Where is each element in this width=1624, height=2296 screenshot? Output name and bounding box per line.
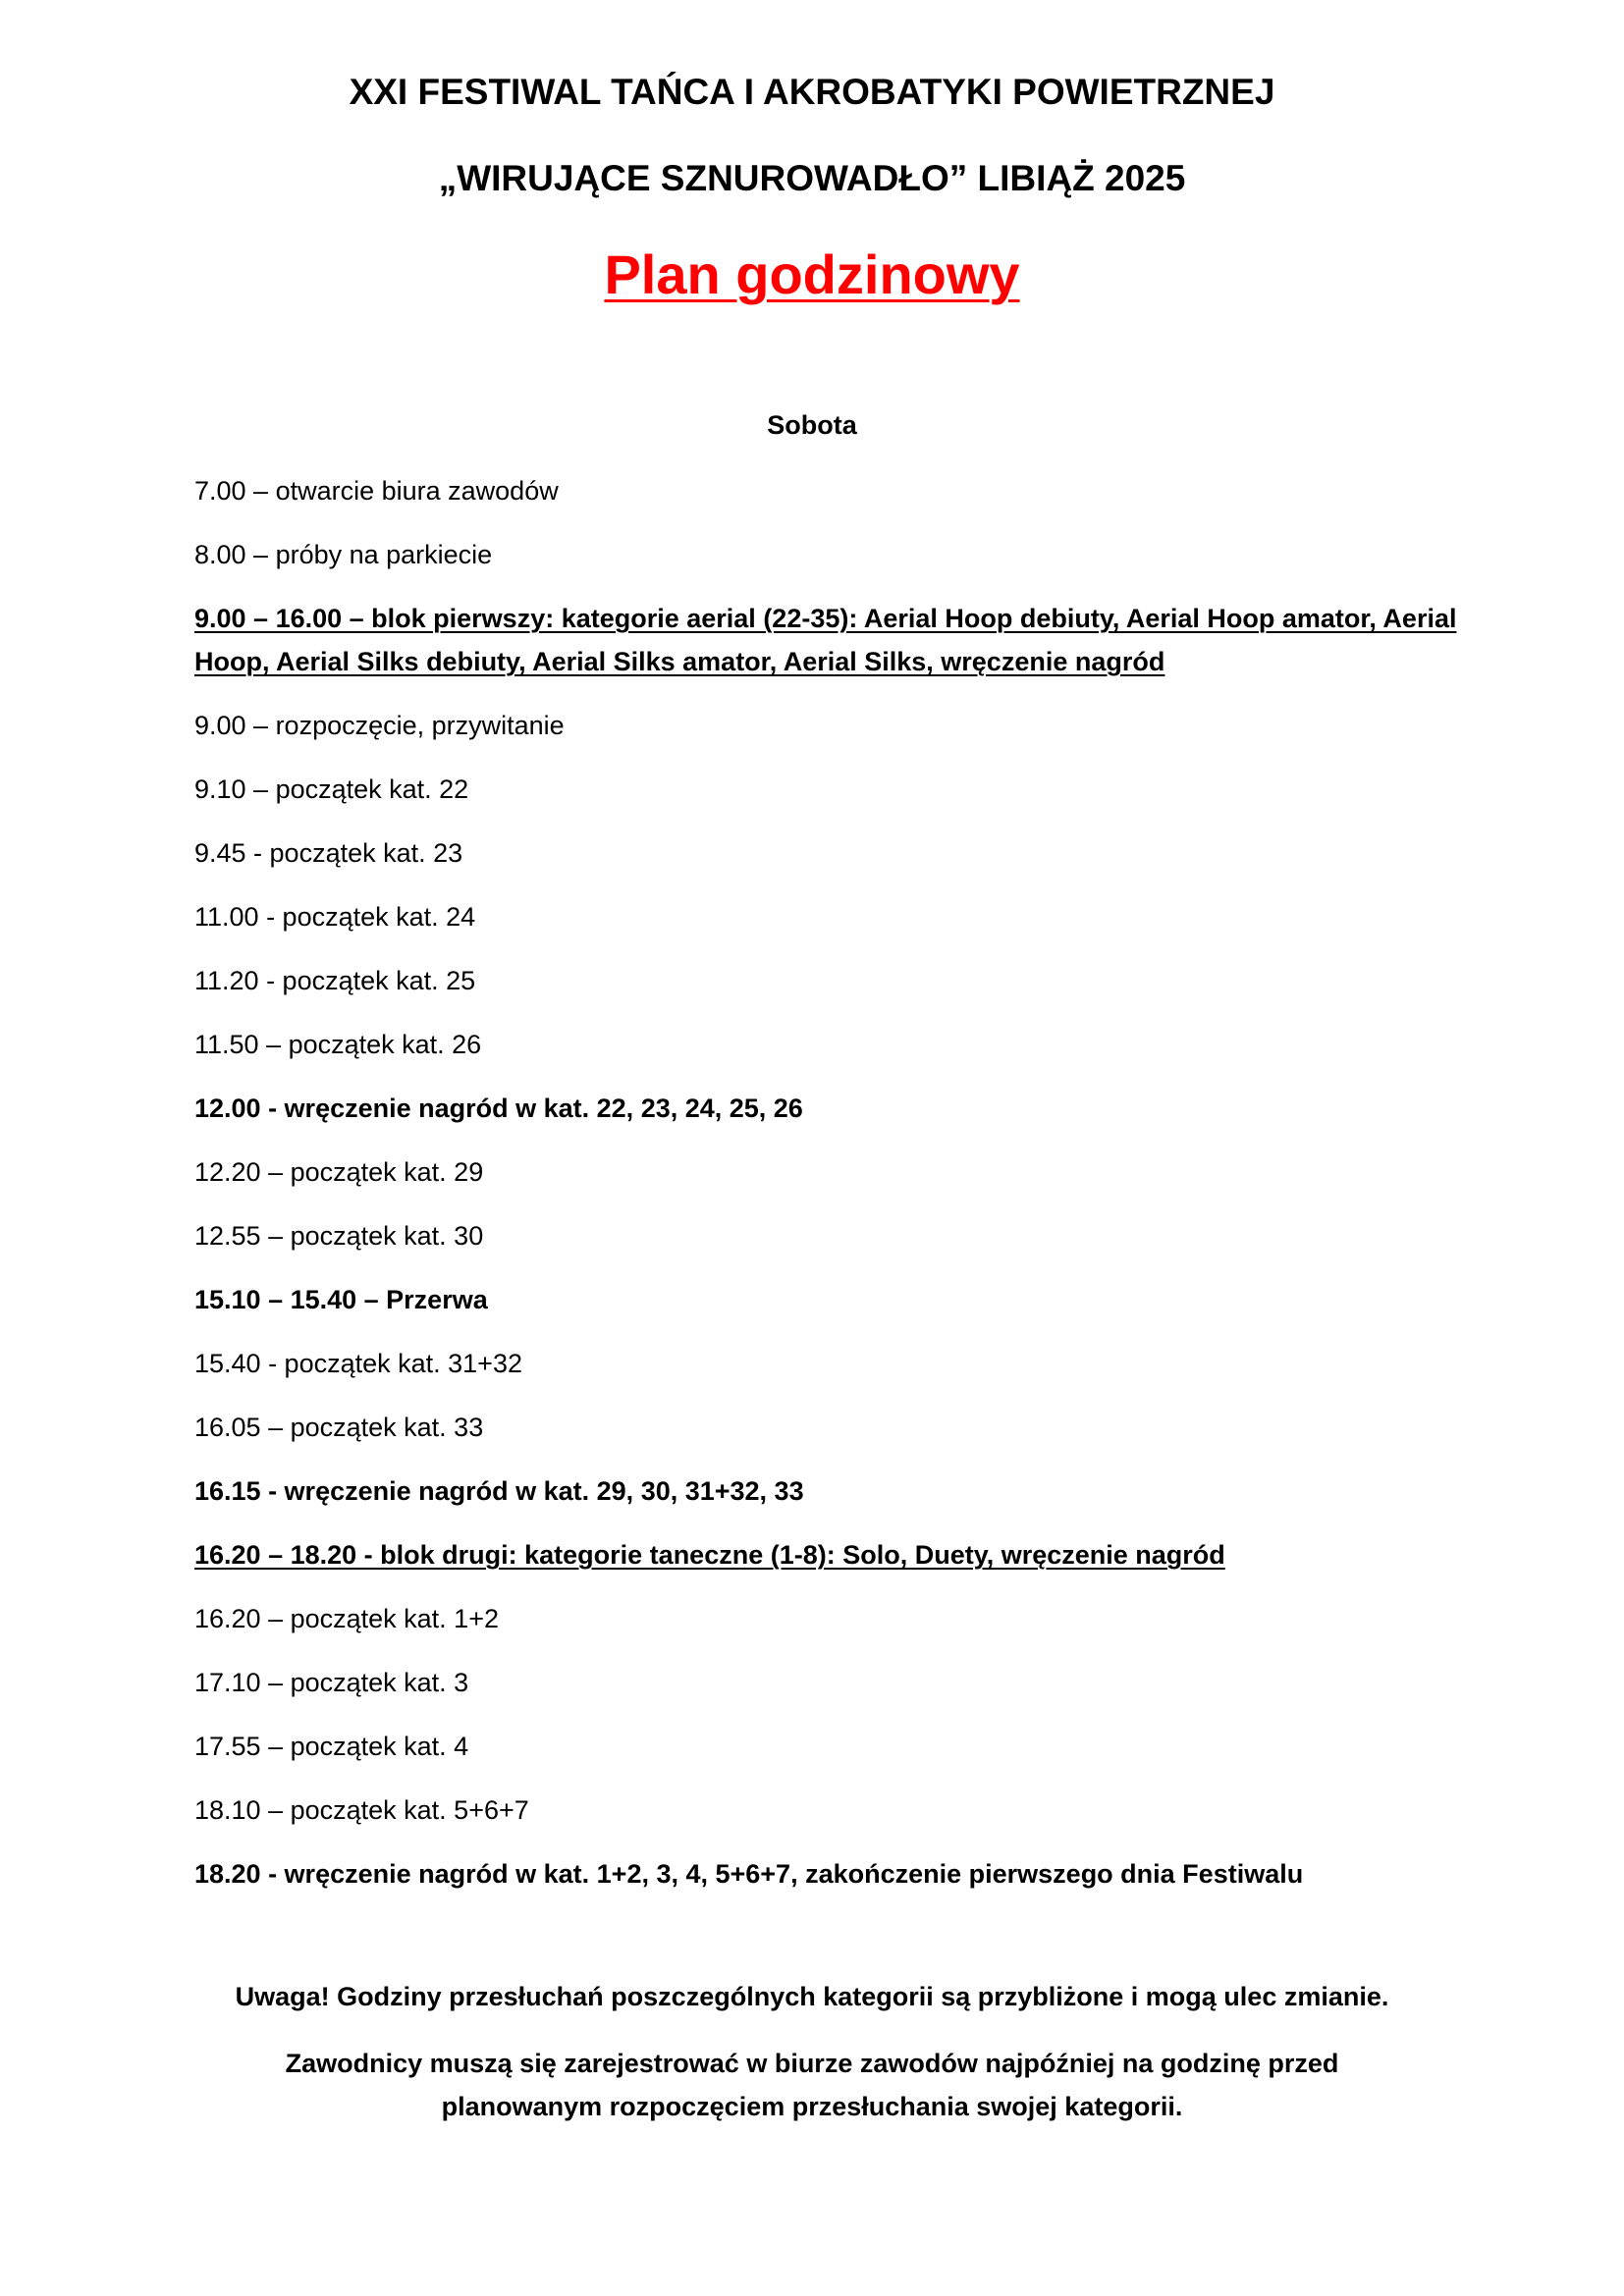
schedule-item-text: 9.10 – początek kat. 22 bbox=[194, 774, 469, 804]
schedule-item bbox=[194, 1789, 1461, 1852]
schedule-item-text: 15.10 – 15.40 – Przerwa bbox=[194, 1285, 488, 1314]
schedule-item-text: 8.00 – próby na parkiecie bbox=[194, 540, 493, 569]
plan-heading: Plan godzinowy bbox=[604, 243, 1020, 305]
schedule-item-text: 9.00 – rozpoczęcie, przywitanie bbox=[194, 711, 565, 740]
schedule-item bbox=[194, 533, 1461, 597]
day-label: Sobota bbox=[767, 410, 857, 440]
schedule-item-text: 16.20 – początek kat. 1+2 bbox=[194, 1604, 499, 1633]
schedule-break-item bbox=[194, 1278, 1461, 1342]
schedule-item bbox=[194, 704, 1461, 768]
note-approximate-times: Uwaga! Godziny przesłuchań poszczególnych kategorii są przybliżone i mogą ulec zmianie. bbox=[235, 1982, 1389, 2011]
schedule-item bbox=[194, 1150, 1461, 1214]
note-registration: Zawodnicy muszą się zarejestrować w biurze zawodów najpóźniej na godzinę przed planowanym rozpoczęciem przesłuchania swojej kategorii. bbox=[285, 2049, 1339, 2121]
schedule-item-text: 11.00 - początek kat. 24 bbox=[194, 902, 476, 932]
schedule-block-heading bbox=[194, 1533, 1461, 1597]
schedule-item bbox=[194, 1214, 1461, 1278]
schedule-item-text: 9.00 – 16.00 – blok pierwszy: kategorie aerial (22-35): Aerial Hoop debiuty, Aerial Hoop amator, Aerial Hoop, Aerial Silks debiuty, Aerial Silks amator, Aerial Silks, wręczenie nagród bbox=[194, 604, 1457, 676]
festival-subtitle: „WIRUJĄCE SZNUROWADŁO” LIBIĄŻ 2025 bbox=[438, 158, 1186, 198]
schedule-item-text: 17.55 – początek kat. 4 bbox=[194, 1732, 469, 1761]
schedule-item-text: 16.15 - wręczenie nagród w kat. 29, 30, 31+32, 33 bbox=[194, 1476, 804, 1506]
schedule-item-text: 17.10 – początek kat. 3 bbox=[194, 1668, 469, 1697]
schedule-block-heading bbox=[194, 597, 1461, 683]
schedule-item-text: 16.05 – początek kat. 33 bbox=[194, 1413, 484, 1442]
schedule-item-text: 12.55 – początek kat. 30 bbox=[194, 1221, 484, 1251]
schedule-item-text: 15.40 - początek kat. 31+32 bbox=[194, 1349, 522, 1378]
schedule-item-text: 16.20 – 18.20 - blok drugi: kategorie taneczne (1-8): Solo, Duety, wręczenie nagród bbox=[194, 1540, 1225, 1570]
schedule-item-text: 12.20 – początek kat. 29 bbox=[194, 1157, 484, 1187]
schedule-item-text: 18.10 – początek kat. 5+6+7 bbox=[194, 1795, 529, 1825]
schedule-item-text: 11.20 - początek kat. 25 bbox=[194, 966, 476, 995]
schedule-award-item bbox=[194, 1087, 1461, 1150]
schedule-item bbox=[194, 768, 1461, 831]
schedule-award-item bbox=[194, 1852, 1461, 1916]
schedule-item bbox=[194, 1342, 1461, 1406]
schedule-item bbox=[194, 1406, 1461, 1469]
festival-title: XXI FESTIWAL TAŃCA I AKROBATYKI POWIETRZNEJ bbox=[349, 72, 1275, 112]
schedule-award-item bbox=[194, 1469, 1461, 1533]
schedule-list bbox=[194, 469, 1461, 1916]
schedule-item-text: 7.00 – otwarcie biura zawodów bbox=[194, 476, 559, 506]
notes-section bbox=[0, 1975, 1624, 2128]
schedule-item bbox=[194, 831, 1461, 895]
schedule-item-text: 9.45 - początek kat. 23 bbox=[194, 838, 463, 868]
schedule-item bbox=[194, 1597, 1461, 1661]
schedule-item bbox=[194, 1725, 1461, 1789]
schedule-item bbox=[194, 469, 1461, 533]
schedule-item bbox=[194, 895, 1461, 959]
schedule-item bbox=[194, 959, 1461, 1023]
schedule-item-text: 18.20 - wręczenie nagród w kat. 1+2, 3, 4, 5+6+7, zakończenie pierwszego dnia Festiwalu bbox=[194, 1859, 1304, 1889]
schedule-item-text: 11.50 – początek kat. 26 bbox=[194, 1030, 482, 1059]
schedule-item bbox=[194, 1661, 1461, 1725]
schedule-item-text: 12.00 - wręczenie nagród w kat. 22, 23, 24, 25, 26 bbox=[194, 1094, 803, 1123]
schedule-item bbox=[194, 1023, 1461, 1087]
